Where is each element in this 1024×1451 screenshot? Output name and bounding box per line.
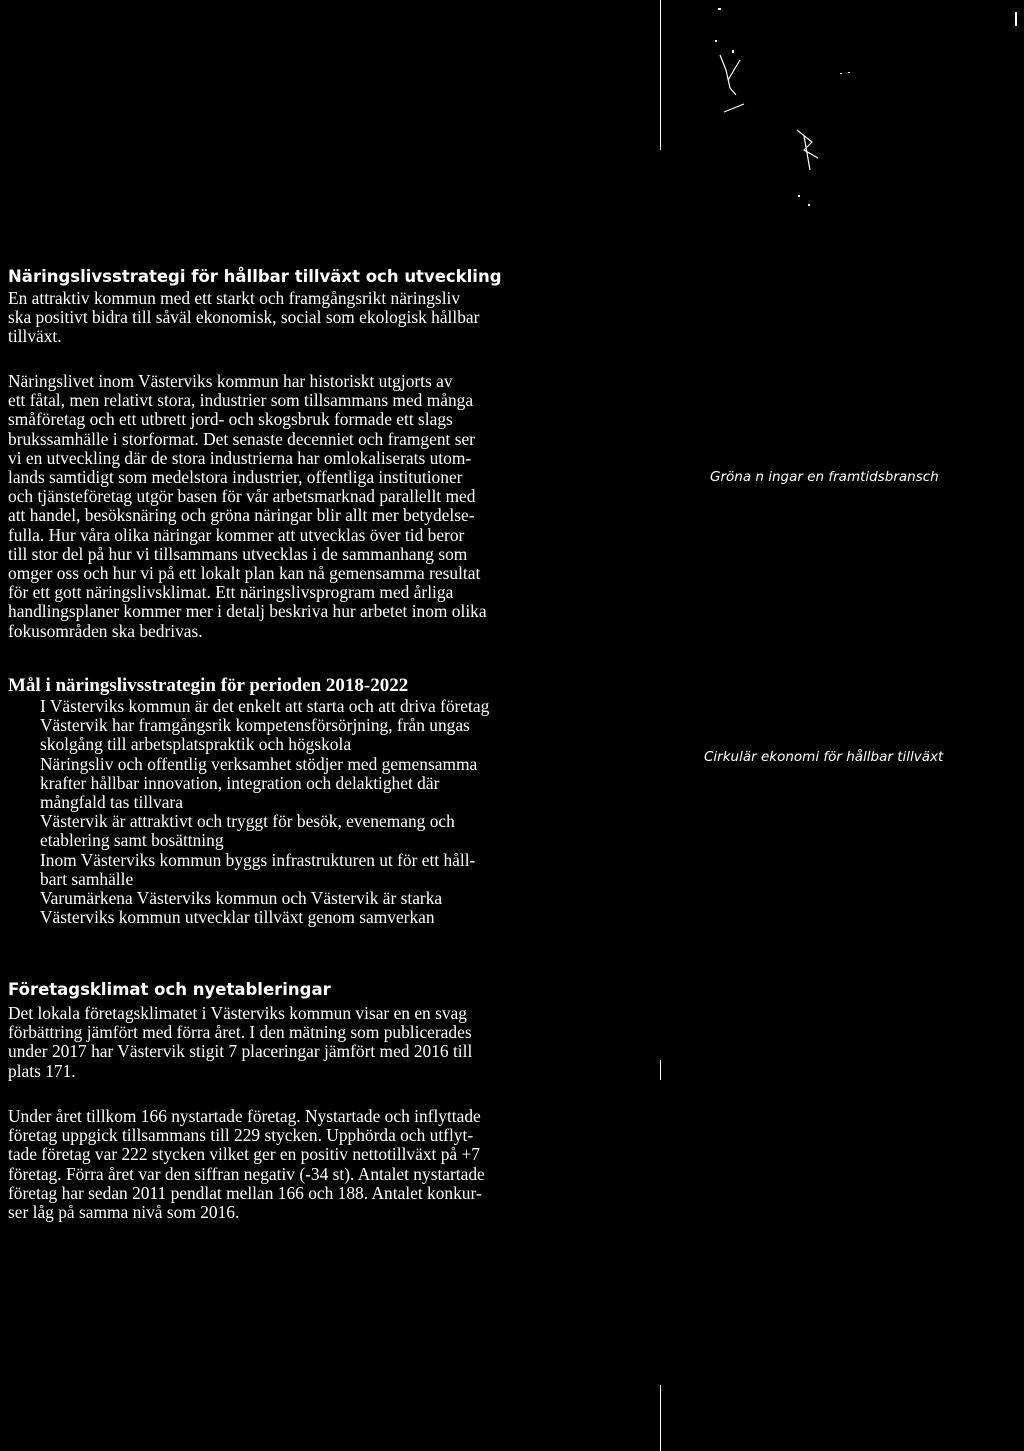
text-line: förbättring jämfört med förra året. I den mätning som publicerades xyxy=(8,1022,472,1043)
climate-paragraph-2 xyxy=(8,1107,618,1222)
goal-item xyxy=(40,851,640,889)
column-divider-mid xyxy=(660,1060,661,1080)
goal-item xyxy=(40,755,640,813)
text-line: bart samhälle xyxy=(40,868,134,889)
strategy-intro xyxy=(8,289,618,347)
text-line: företag uppgick tillsammans till 229 stycken. Upphörda och utflyt- xyxy=(8,1125,474,1146)
text-line: för ett gott näringslivsklimat. Ett näringslivsprogram med årliga xyxy=(8,582,454,603)
text-line: omger oss och hur vi på ett lokalt plan kan nå gemensamma resultat xyxy=(8,563,481,584)
text-line: ser låg på samma nivå som 2016. xyxy=(8,1202,240,1223)
strategy-heading: Näringslivsstrategi för hållbar tillväxt och utveckling xyxy=(8,267,502,286)
text-line: Det lokala företagsklimatet i Västerviks kommun visar en en svag xyxy=(8,1003,467,1023)
text-line: att handel, besöksnäring och gröna näringar blir allt mer betydelse- xyxy=(8,505,475,526)
text-line: plats 171. xyxy=(8,1060,76,1081)
column-divider-bottom xyxy=(660,1385,661,1451)
text-line: mångfald tas tillvara xyxy=(40,792,183,813)
text-line: tillväxt. xyxy=(8,326,62,347)
text-line: företag har sedan 2011 pendlat mellan 166 och 188. Antalet konkur- xyxy=(8,1182,482,1203)
text-line: tade företag var 222 stycken vilket ger en positiv nettotillväxt på +7 xyxy=(8,1144,480,1165)
column-divider-top xyxy=(660,0,661,150)
text-line: krafter hållbar innovation, integration och delaktighet där xyxy=(40,772,440,793)
text-line: skolgång till arbetsplatspraktik och högskola xyxy=(40,734,352,755)
goals-list xyxy=(40,697,640,927)
text-line: Näringslivet inom Västerviks kommun har historiskt utgjorts av xyxy=(8,371,453,391)
goal-item xyxy=(40,889,640,908)
goal-item xyxy=(40,812,640,850)
text-line: och tjänsteföretag utgör basen för vår arbetsmarknad parallellt med xyxy=(8,486,476,507)
text-line: Inom Västerviks kommun byggs infrastrukturen ut för ett håll- xyxy=(40,849,476,870)
text-line: ska positivt bidra till såväl ekonomisk, social som ekologisk hållbar xyxy=(8,307,480,328)
history-paragraph xyxy=(8,372,618,641)
text-line: En attraktiv kommun med ett starkt och framgångsrikt näringsliv xyxy=(8,288,461,308)
text-line: småföretag och ett utbrett jord- och skogsbruk formade ett slags xyxy=(8,409,453,430)
text-line: under 2017 har Västervik stigit 7 placeringar jämfört med 2016 till xyxy=(8,1041,473,1062)
climate-heading: Företagsklimat och nyetableringar xyxy=(8,980,331,999)
goal-item xyxy=(40,716,640,754)
text-line: lands samtidigt som medelstora industrier, offentliga institutioner xyxy=(8,467,463,488)
caption-green-industries: Gröna n ingar en framtidsbransch xyxy=(710,469,939,485)
text-line: Västerviks kommun utvecklar tillväxt genom samverkan xyxy=(40,907,435,928)
goal-item xyxy=(40,908,640,927)
text-line: Västervik är attraktivt och tryggt för besök, evenemang och xyxy=(40,811,455,832)
text-line: I Västerviks kommun är det enkelt att starta och att driva företag xyxy=(40,696,490,716)
text-line: vi en utveckling där de stora industrierna har omlokaliserats utom- xyxy=(8,447,472,468)
scan-artifact-icon xyxy=(700,0,1020,220)
climate-paragraph-1 xyxy=(8,1004,618,1081)
text-line: Varumärkena Västerviks kommun och Västervik är starka xyxy=(40,888,443,909)
caption-circular-economy: Cirkulär ekonomi för hållbar tillväxt xyxy=(704,749,944,765)
text-line: Under året tillkom 166 nystartade företag. Nystartade och inflyttade xyxy=(8,1106,481,1126)
text-line: till stor del på hur vi tillsammans utvecklas i de sammanhang som xyxy=(8,543,468,564)
text-line: handlingsplaner kommer mer i detalj beskriva hur arbetet inom olika xyxy=(8,601,487,622)
text-line: etablering samt bosättning xyxy=(40,830,224,851)
text-line: Västervik har framgångsrik kompetensförsörjning, från ungas xyxy=(40,715,470,736)
text-line: ett fåtal, men relativt stora, industrier som tillsammans med många xyxy=(8,390,474,411)
text-line: fokusområden ska bedrivas. xyxy=(8,620,203,641)
text-line: fulla. Hur våra olika näringar kommer att utvecklas över tid beror xyxy=(8,524,465,545)
goals-heading: Mål i näringslivsstrategin för perioden 2018-2022 xyxy=(8,675,409,696)
goal-item xyxy=(40,697,640,716)
text-line: Näringsliv och offentlig verksamhet stödjer med gemensamma xyxy=(40,753,478,774)
text-line: företag. Förra året var den siffran negativ (-34 st). Antalet nystartade xyxy=(8,1163,485,1184)
text-line: brukssamhälle i storformat. Det senaste decenniet och framgent ser xyxy=(8,428,475,449)
